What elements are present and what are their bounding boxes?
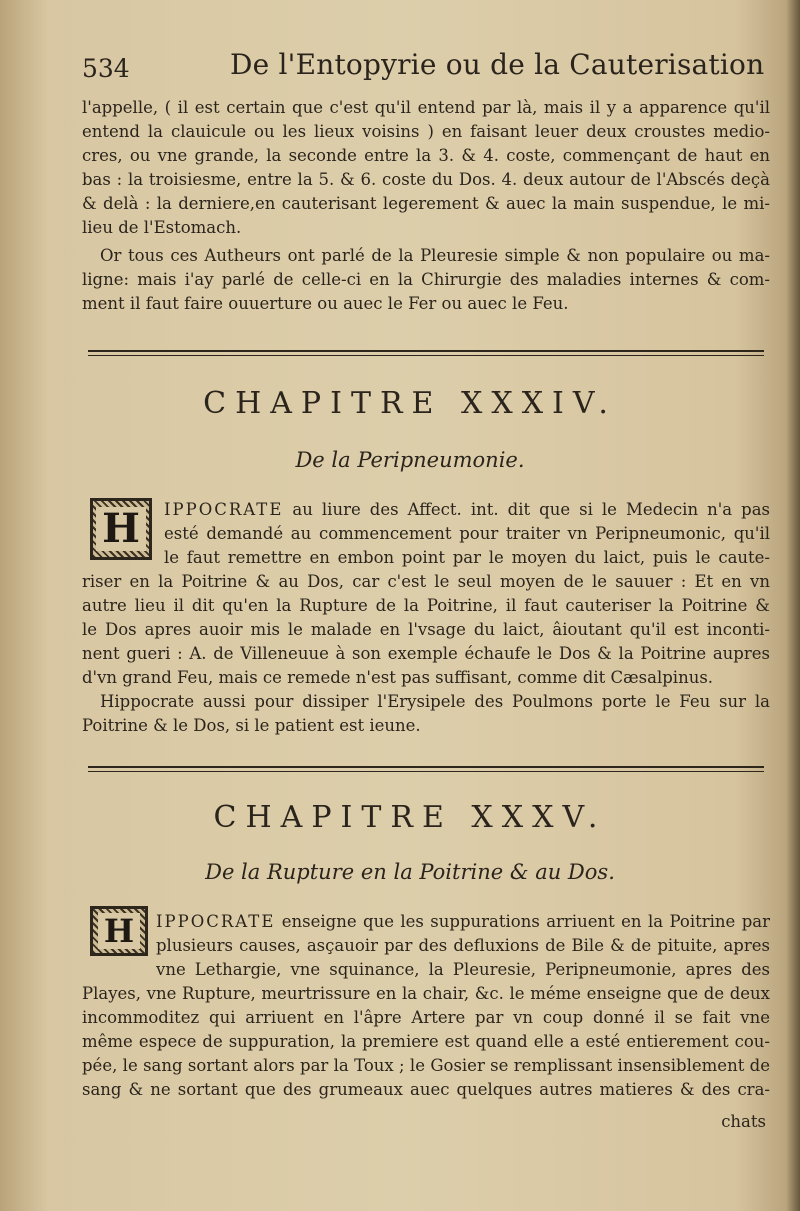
text-line: IPPOCRATE au liure des Affect. int. dit que si le Medecin n'a pas [164,500,770,519]
text-line: d'vn grand Feu, mais ce remede n'est pas suffisant, comme dit Cæsalpinus. [82,668,714,687]
text-line: le Dos apres auoir mis le malade en l'vsage du laict, âioutant qu'il est inconti- [82,620,770,639]
text-line: sang & ne sortant que des grumeaux auec quelques autres matieres & des cra- [82,1080,770,1099]
text-line: nent gueri : A. de Villeneuue à son exemple échaufe le Dos & la Poitrine aupres [82,644,770,663]
chapter-35-paragraph [82,910,770,1102]
text-line: Hippocrate aussi pour dissiper l'Erysipele des Poulmons porte le Feu sur la [100,692,770,711]
text-line: Poitrine & le Dos, si le patient est ieune. [82,716,421,735]
chapter-34-paragraph [82,498,770,738]
text-line: riser en la Poitrine & au Dos, car c'est le seul moyen de le sauuer : Et en vn [82,572,770,591]
text-line: l'appelle, ( il est certain que c'est qu'il entend par là, mais il y a apparence qu'il [82,98,770,117]
second-paragraph [82,244,770,316]
text-line: entend la clauicule ou les lieux voisins ) en faisant leuer deux croustes medio- [82,122,770,141]
text-line: incommoditez qui arriuent en l'âpre Artere par vn coup donné il se fait vne [82,1008,770,1027]
chapter-34-subtitle: De la Peripneumonie. [295,448,525,472]
catchword: chats [721,1112,766,1131]
text-line: Or tous ces Autheurs ont parlé de la Pleuresie simple & non populaire ou ma- [100,246,770,265]
page-number: 534 [82,54,130,83]
drop-cap-letter: H [96,507,146,551]
text-line: esté demandé au commencement pour traiter vn Peripneumonic, qu'il [164,524,770,543]
text-line: même espece de suppuration, la premiere est quand elle a esté entierement cou- [82,1032,770,1051]
chapter-35-title: CHAPITRE XXXV. [213,800,607,835]
text-line: cres, ou vne grande, la seconde entre la 3. & 4. coste, commençant de haut en [82,146,770,165]
text-line: plusieurs causes, asçauoir par des defluxions de Bile & de pituite, apres [156,936,770,955]
lead-word: IPPOCRATE [164,500,284,519]
text-line: bas : la troisiesme, entre la 5. & 6. coste du Dos. 4. deux autour de l'Abscés deçà [82,170,770,189]
text-line: pée, le sang sortant alors par la Toux ; le Gosier se remplissant insensiblement de [82,1056,770,1075]
text-line: ment il faut faire ouuerture ou auec le Fer ou auec le Feu. [82,294,569,313]
text-line: Playes, vne Rupture, meurtrissure en la chair, &c. le méme enseigne que de deux [82,984,770,1003]
text-line: autre lieu il dit qu'en la Rupture de la Poitrine, il faut cauteriser la Poitrine & [82,596,770,615]
running-title: De l'Entopyrie ou de la Cauterisation [230,48,765,81]
chapter-divider [88,766,764,772]
chapter-34-title: CHAPITRE XXXIV. [203,386,617,421]
text-line: IPPOCRATE enseigne que les suppurations arriuent en la Poitrine par [156,912,770,931]
page-header [82,48,772,88]
drop-cap-letter: H [98,913,140,949]
intro-paragraph [82,96,770,240]
lead-word: IPPOCRATE [156,912,276,931]
text-line: lieu de l'Estomach. [82,218,242,237]
text-line: ligne: mais i'ay parlé de celle-ci en la Chirurgie des maladies internes & com- [82,270,770,289]
text-line: le faut remettre en embon point par le moyen du laict, puis le caute- [164,548,770,567]
chapter-35-subtitle: De la Rupture en la Poitrine & au Dos. [205,860,615,884]
text-line: & delà : la derniere,en cauterisant legerement & auec la main suspendue, le mi- [82,194,770,213]
text-line: vne Lethargie, vne squinance, la Pleuresie, Peripneumonie, apres des [156,960,770,979]
binding-shadow [786,0,800,1211]
chapter-divider [88,350,764,356]
